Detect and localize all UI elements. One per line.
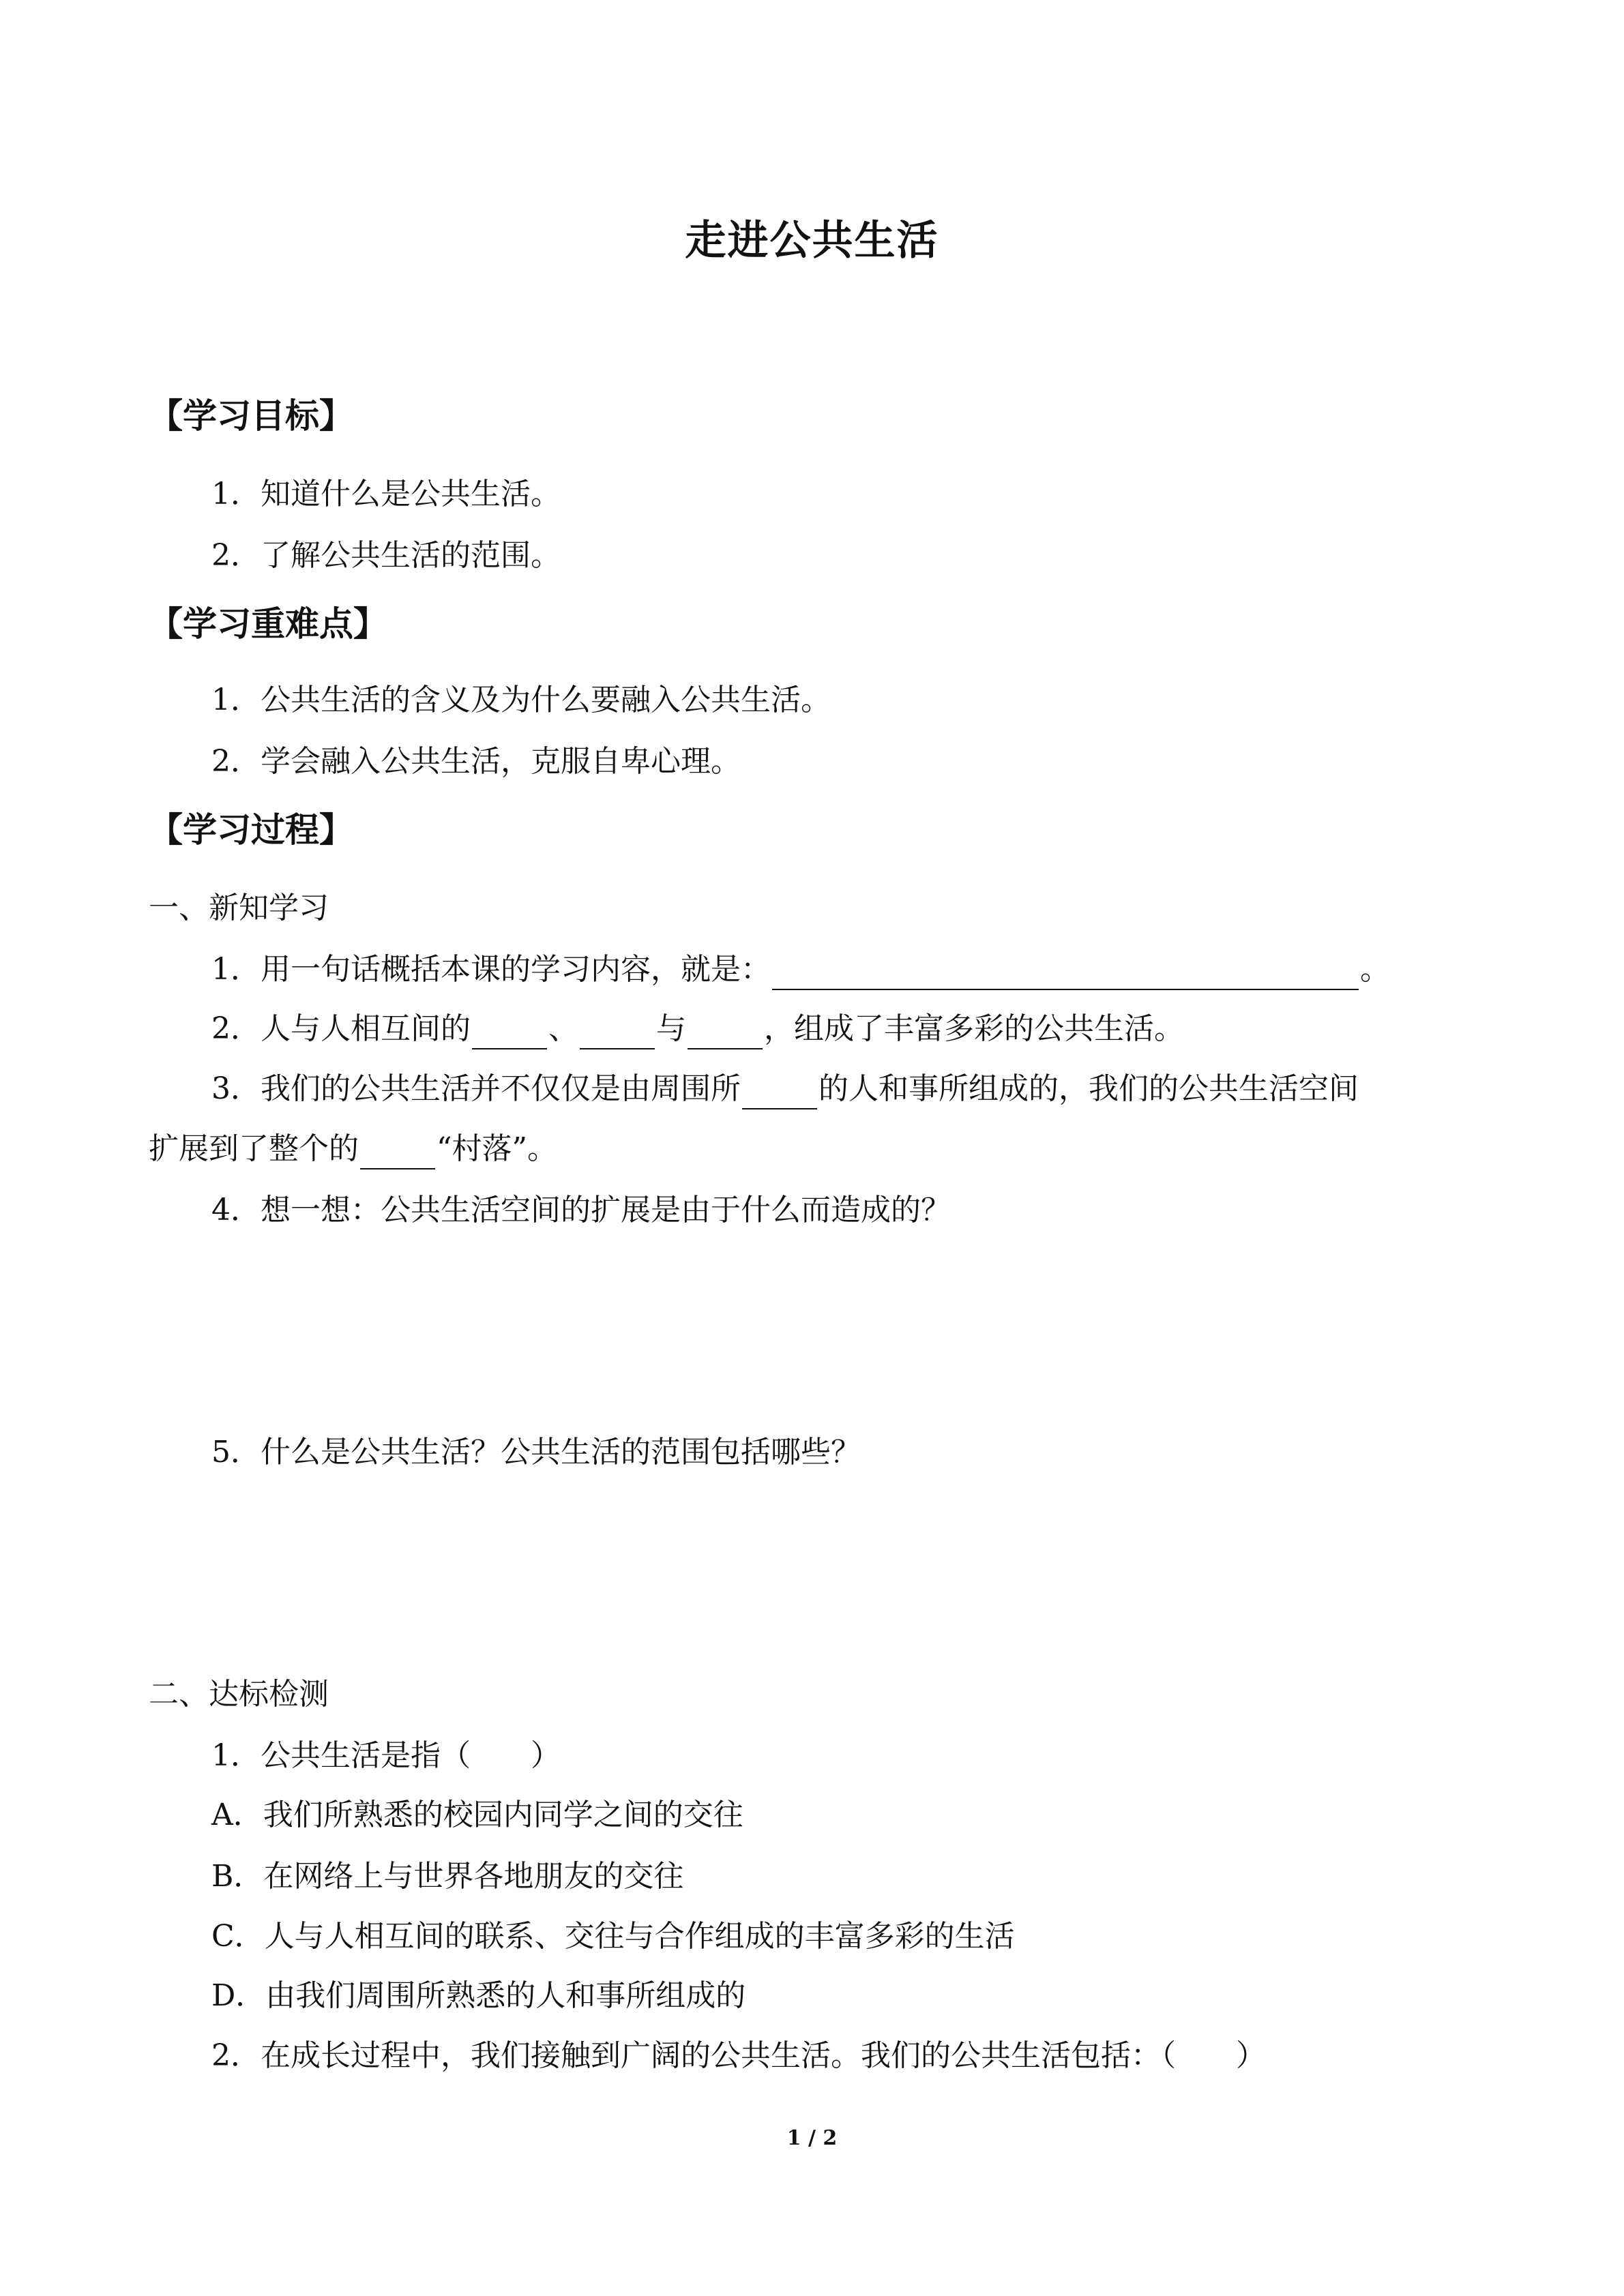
check-question-1: 1．公共生活是指（ ）	[211, 1738, 561, 1773]
answer-blank[interactable]	[580, 1017, 655, 1049]
answer-blank[interactable]	[472, 1017, 547, 1049]
answer-blank[interactable]	[688, 1017, 763, 1049]
goal-item-1: 1．知道什么是公共生活。	[211, 477, 561, 511]
key-point-item-2: 2．学会融入公共生活，克服自卑心理。	[211, 744, 741, 779]
question-3-line-1	[211, 1069, 1359, 1109]
question-2-text-d: ，组成了丰富多彩的公共生活。	[764, 1011, 1184, 1046]
option-d: D．由我们周围所熟悉的人和事所组成的	[211, 1978, 746, 2013]
question-3-text-c: 扩展到了整个的	[149, 1131, 359, 1166]
answer-blank[interactable]	[360, 1137, 435, 1169]
question-3-text-a: 3．我们的公共生活并不仅仅是由周围所	[211, 1071, 741, 1106]
part1-heading: 一、新知学习	[149, 891, 329, 925]
page-title: 走进公共生活	[685, 217, 939, 265]
question-1-end: 。	[1360, 952, 1390, 987]
page-number: 1 / 2	[786, 2126, 838, 2150]
question-3-text-b: 的人和事所组成的，我们的公共生活空间	[818, 1071, 1359, 1106]
check-question-2: 2．在成长过程中，我们接触到广阔的公共生活。我们的公共生活包括：（ ）	[211, 2038, 1266, 2073]
question-3-text-d: “村落”。	[437, 1131, 557, 1166]
question-2-text-b: 、	[548, 1011, 578, 1046]
option-c: C．人与人相互间的联系、交往与合作组成的丰富多彩的生活	[211, 1919, 1015, 1954]
option-a: A．我们所熟悉的校园内同学之间的交往	[211, 1798, 743, 1832]
part2-heading: 二、达标检测	[149, 1677, 329, 1712]
question-3-line-2	[149, 1129, 557, 1169]
answer-blank[interactable]	[742, 1077, 817, 1109]
section-heading-goals: 【学习目标】	[149, 396, 353, 436]
question-5: 5．什么是公共生活？公共生活的范围包括哪些？	[211, 1435, 861, 1470]
section-heading-key-points: 【学习重难点】	[149, 604, 387, 644]
question-2-text-a: 2．人与人相互间的	[211, 1011, 471, 1046]
option-b: B．在网络上与世界各地朋友的交往	[211, 1859, 684, 1894]
question-1-text: 1．用一句话概括本课的学习内容，就是：	[211, 952, 771, 987]
question-4: 4．想一想：公共生活空间的扩展是由于什么而造成的？	[211, 1193, 951, 1227]
question-2-text-c: 与	[656, 1011, 686, 1046]
goal-item-2: 2．了解公共生活的范围。	[211, 538, 561, 573]
answer-blank[interactable]	[772, 957, 1359, 990]
question-2	[211, 1009, 1184, 1049]
key-point-item-1: 1．公共生活的含义及为什么要融入公共生活。	[211, 683, 831, 717]
question-1	[211, 949, 1390, 990]
section-heading-process: 【学习过程】	[149, 810, 353, 850]
